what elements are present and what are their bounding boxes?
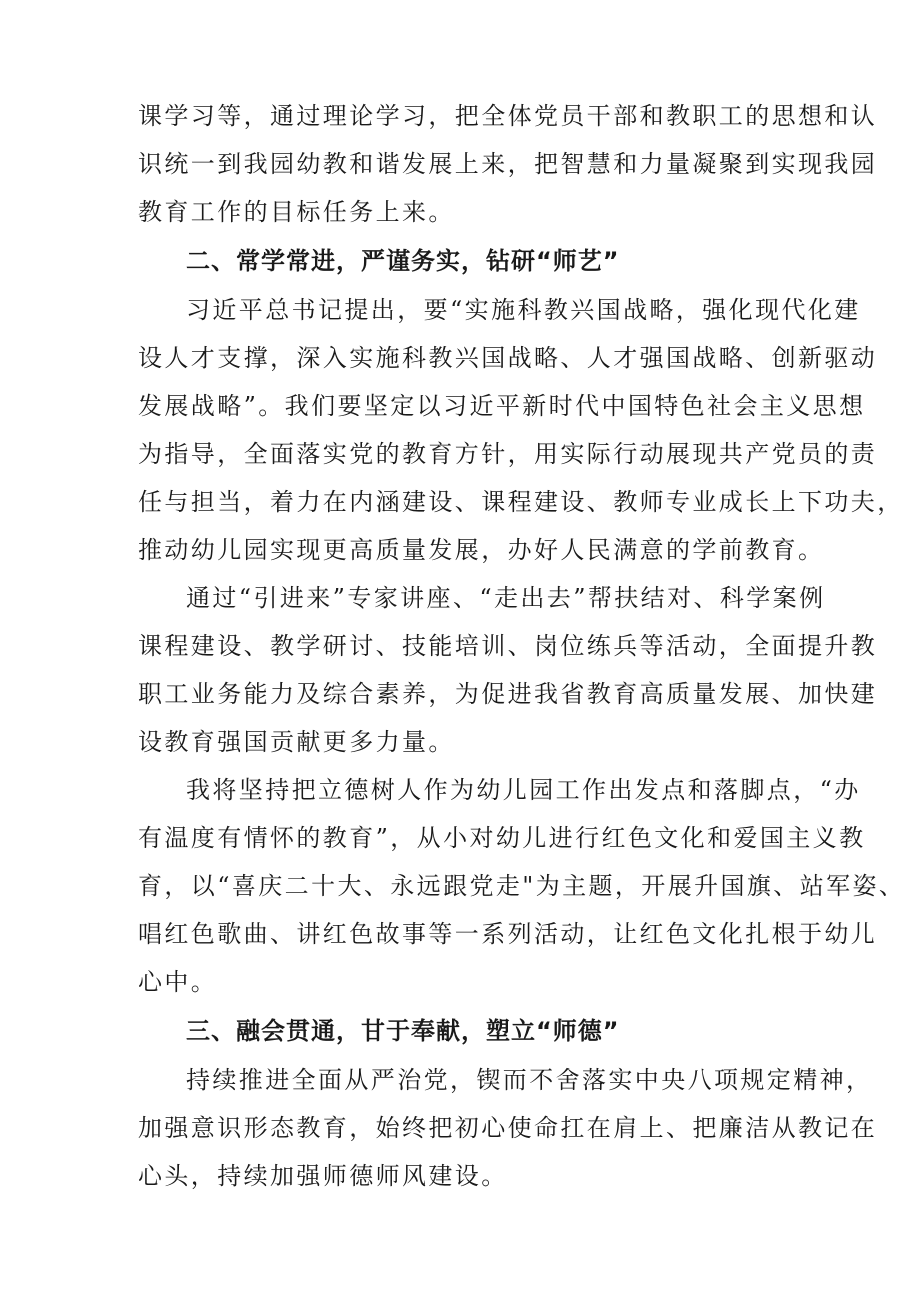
paragraph-1 (138, 286, 904, 574)
paragraph-line: 发展战略”。我们要坚定以习近平新时代中国特色社会主义思想 (138, 392, 866, 420)
paragraph-line: 教育工作的目标任务上来。 (138, 198, 455, 226)
paragraph-line: 任与担当，着力在内涵建设、课程建设、教师专业成长上下功夫， (138, 488, 904, 516)
paragraph-4 (138, 1056, 878, 1200)
paragraph-line: 加强意识形态教育，始终把初心使命扛在肩上、把廉洁从教记在 (138, 1114, 878, 1142)
paragraph-line: 推动幼儿园实现更高质量发展，办好人民满意的学前教育。 (138, 536, 825, 564)
paragraph-2 (138, 574, 878, 766)
paragraph-line: 唱红色歌曲、讲红色故事等一系列活动，让红色文化扎根于幼儿 (138, 920, 878, 948)
paragraph-line: 识统一到我园幼教和谐发展上来，把智慧和力量凝聚到实现我园 (138, 150, 878, 178)
paragraph-line: 持续推进全面从严治党，锲而不舍落实中央八项规定精神， (186, 1066, 873, 1094)
paragraph-line: 育，以“喜庆二十大、永远跟党走"为主题，开展升国旗、站军姿、 (138, 872, 906, 900)
paragraph-line: 课学习等，通过理论学习，把全体党员干部和教职工的思想和认 (138, 102, 878, 130)
paragraph-line: 为指导，全面落实党的教育方针，用实际行动展现共产党员的责 (138, 440, 878, 468)
paragraph-line: 有温度有情怀的教育”，从小对幼儿进行红色文化和爱国主义教 (138, 824, 866, 852)
document-page (138, 92, 906, 1200)
paragraph-line: 设教育强国贡献更多力量。 (138, 728, 455, 756)
section-heading-3: 三、融会贯通，甘于奉献，塑立“师德” (186, 1017, 620, 1045)
paragraph-line: 设人才支撑，深入实施科教兴国战略、人才强国战略、创新驱动 (138, 344, 878, 372)
paragraph-line: 课程建设、教学研讨、技能培训、岗位练兵等活动，全面提升教 (138, 632, 878, 660)
paragraph-line: 习近平总书记提出，要“实施科教兴国战略，强化现代化建 (186, 296, 861, 324)
paragraph-line: 心中。 (138, 968, 218, 996)
paragraph-3 (138, 766, 906, 1006)
section-heading-2: 二、常学常进，严谨务实，钻研“师艺” (186, 247, 620, 275)
intro-paragraph (138, 92, 878, 236)
paragraph-line: 通过“引进来”专家讲座、“走出去”帮扶结对、科学案例 (186, 584, 826, 612)
paragraph-line: 心头，持续加强师德师风建设。 (138, 1162, 508, 1190)
paragraph-line: 我将坚持把立德树人作为幼儿园工作出发点和落脚点，“办 (186, 776, 861, 804)
paragraph-line: 职工业务能力及综合素养，为促进我省教育高质量发展、加快建 (138, 680, 878, 708)
